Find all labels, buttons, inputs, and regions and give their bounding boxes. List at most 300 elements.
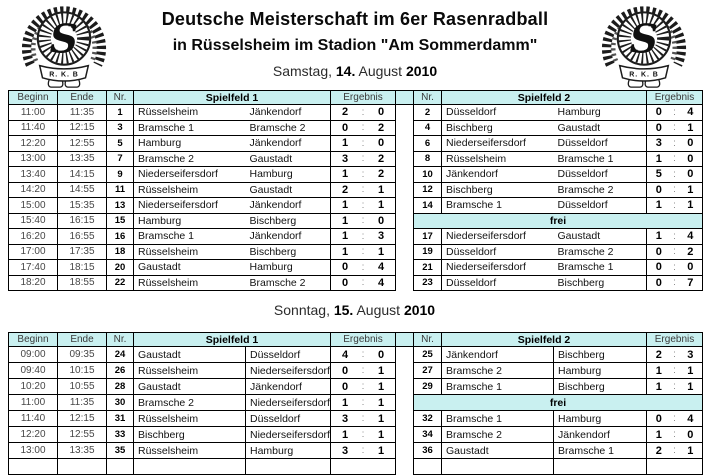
score-home: 1: [341, 199, 349, 212]
col-header-ende: Ende: [58, 333, 107, 347]
home-team-cell: Bramsche 1: [442, 198, 554, 214]
end-time-cell: 18:15: [58, 260, 107, 276]
date-heading-sunday: [0, 302, 709, 318]
away-team-cell: Düsseldorf: [554, 167, 647, 183]
begin-time-cell: 14:20: [9, 182, 58, 198]
score-value: [647, 184, 702, 196]
match-row: [9, 363, 703, 379]
away-team-cell: Bischberg: [246, 244, 331, 260]
score-colon: :: [361, 199, 365, 211]
score-value: [331, 429, 395, 441]
score-home: 0: [655, 261, 662, 274]
score-cell: [331, 105, 396, 121]
match-number-cell: 15: [107, 213, 134, 229]
score-value: [331, 365, 395, 377]
away-team-cell: Gaustadt: [554, 229, 647, 245]
frei-cell: frei: [414, 395, 703, 411]
score-colon: :: [361, 137, 365, 149]
score-value: [647, 429, 702, 441]
date-year: 2010: [405, 63, 438, 79]
score-away: 0: [687, 168, 694, 181]
separator-cell: [396, 411, 414, 427]
end-time-cell: 11:35: [58, 395, 107, 411]
match-row: [9, 105, 703, 121]
score-cell: [647, 379, 703, 395]
score-home: 0: [655, 183, 662, 196]
score-cell: [647, 427, 703, 443]
score-value: [331, 461, 395, 472]
separator-cell: [396, 459, 414, 475]
col-header-spielfeld-1: Spielfeld 1: [134, 91, 331, 105]
score-away: 0: [687, 428, 694, 441]
score-value: [331, 381, 395, 393]
match-number-cell: 1: [107, 105, 134, 121]
home-team-cell: Niederseifersdorf: [134, 167, 246, 183]
score-cell: [647, 136, 703, 152]
score-colon: :: [361, 365, 365, 376]
score-value: [647, 413, 702, 425]
end-time-cell: 11:35: [58, 105, 107, 121]
date-prefix: Samstag,: [272, 63, 332, 79]
home-team-cell: Bramsche 2: [442, 427, 554, 443]
away-team-cell: Düsseldorf: [246, 411, 331, 427]
away-team-cell: Bramsche 2: [554, 244, 647, 260]
score-cell: [331, 229, 396, 245]
score-away: 7: [687, 276, 694, 289]
begin-time-cell: 09:00: [9, 347, 58, 363]
score-colon: :: [361, 429, 365, 440]
score-value: [647, 261, 702, 273]
score-home: 0: [341, 261, 349, 274]
score-value: [647, 461, 702, 472]
separator-cell: [396, 105, 414, 121]
separator-cell: [396, 395, 414, 411]
score-cell: [331, 411, 396, 427]
header-separator-cell: [396, 333, 414, 347]
end-time-cell: 13:35: [58, 151, 107, 167]
end-time-cell: 09:35: [58, 347, 107, 363]
table-header-row: [9, 91, 703, 105]
table-header-row: [9, 333, 703, 347]
score-away: 4: [687, 230, 694, 243]
end-time-cell: [58, 459, 107, 475]
begin-time-cell: 11:00: [9, 105, 58, 121]
end-time-cell: 16:15: [58, 213, 107, 229]
date-month: August: [356, 302, 401, 318]
away-team-cell: Hamburg: [246, 167, 331, 183]
score-cell: [647, 198, 703, 214]
end-time-cell: 12:15: [58, 411, 107, 427]
home-team-cell: Gaustadt: [134, 347, 246, 363]
col-header-nr-2: Nr.: [414, 91, 442, 105]
score-colon: :: [673, 365, 676, 376]
score-away: 0: [687, 137, 694, 150]
score-home: 1: [655, 364, 662, 377]
score-colon: :: [673, 168, 676, 180]
club-emblem-right-icon: [592, 3, 696, 89]
score-colon: :: [361, 122, 365, 134]
score-colon: :: [673, 153, 676, 165]
score-colon: :: [361, 230, 365, 242]
score-away: 4: [377, 261, 385, 274]
home-team-cell: Rüsselsheim: [134, 411, 246, 427]
score-away: 4: [377, 276, 385, 289]
home-team-cell: Niederseifersdorf: [442, 229, 554, 245]
away-team-cell: Jänkendorf: [246, 136, 331, 152]
away-team-cell: Jänkendorf: [246, 379, 331, 395]
score-home: 0: [655, 245, 662, 258]
match-number-cell: 31: [107, 411, 134, 427]
separator-cell: [396, 363, 414, 379]
score-cell: [647, 167, 703, 183]
score-home: 1: [341, 396, 349, 409]
score-colon: :: [361, 168, 365, 180]
score-value: [647, 230, 702, 242]
score-away: 0: [687, 261, 694, 274]
home-team-cell: Düsseldorf: [442, 275, 554, 291]
home-team-cell: Jänkendorf: [442, 167, 554, 183]
score-home: 2: [655, 348, 662, 361]
score-home: 2: [655, 444, 662, 457]
score-colon: :: [361, 413, 365, 424]
score-cell: [331, 167, 396, 183]
match-number-cell: 11: [107, 182, 134, 198]
match-number-cell: 14: [414, 198, 442, 214]
home-team-cell: Rüsselsheim: [134, 105, 246, 121]
end-time-cell: 12:15: [58, 120, 107, 136]
begin-time-cell: 13:00: [9, 151, 58, 167]
match-number-cell: 33: [107, 427, 134, 443]
home-team-cell: [134, 459, 246, 475]
date-year: 2010: [403, 302, 436, 318]
home-team-cell: Bramsche 1: [134, 229, 246, 245]
match-number-cell: 28: [107, 379, 134, 395]
score-value: [647, 365, 702, 377]
away-team-cell: Gaustadt: [246, 151, 331, 167]
sunday-schedule-table: [8, 332, 703, 475]
score-colon: :: [361, 106, 365, 118]
home-team-cell: Niederseifersdorf: [442, 260, 554, 276]
separator-cell: [396, 443, 414, 459]
match-number-cell: 25: [414, 347, 442, 363]
away-team-cell: Niederseifersdorf: [246, 363, 331, 379]
separator-cell: [396, 198, 414, 214]
score-colon: :: [673, 230, 676, 242]
score-value: [647, 445, 702, 457]
score-away: 2: [377, 168, 385, 181]
away-team-cell: Niederseifersdorf: [246, 427, 331, 443]
home-team-cell: Bramsche 1: [134, 120, 246, 136]
score-colon: :: [361, 349, 365, 360]
score-value: [331, 168, 395, 180]
score-cell: [331, 136, 396, 152]
score-colon: :: [673, 413, 676, 424]
header-separator-cell: [396, 91, 414, 105]
separator-cell: [396, 347, 414, 363]
separator-cell: [396, 427, 414, 443]
score-home: 1: [655, 380, 662, 393]
score-value: [331, 199, 395, 211]
match-row: [9, 198, 703, 214]
score-colon: :: [673, 106, 676, 118]
score-value: [331, 137, 395, 149]
score-cell: [647, 151, 703, 167]
match-number-cell: 23: [414, 275, 442, 291]
home-team-cell: Bramsche 2: [442, 363, 554, 379]
score-away: 2: [377, 121, 385, 134]
score-away: 0: [377, 137, 385, 150]
score-value: [647, 106, 702, 118]
away-team-cell: Hamburg: [554, 411, 647, 427]
match-number-cell: 30: [107, 395, 134, 411]
score-away: 1: [377, 396, 385, 409]
home-team-cell: Bramsche 2: [134, 395, 246, 411]
score-away: 1: [687, 199, 694, 212]
score-cell: [331, 182, 396, 198]
score-cell: [647, 363, 703, 379]
begin-time-cell: 10:20: [9, 379, 58, 395]
match-number-cell: 2: [414, 105, 442, 121]
score-home: 1: [341, 214, 349, 227]
score-home: 1: [655, 199, 662, 212]
score-colon: :: [361, 246, 365, 258]
separator-cell: [396, 260, 414, 276]
score-value: [331, 230, 395, 242]
score-colon: :: [673, 184, 676, 196]
score-cell: [331, 275, 396, 291]
away-team-cell: Bischberg: [554, 347, 647, 363]
begin-time-cell: 16:20: [9, 229, 58, 245]
away-team-cell: Bramsche 2: [554, 182, 647, 198]
score-home: 0: [655, 276, 662, 289]
match-row: [9, 347, 703, 363]
home-team-cell: Bischberg: [442, 120, 554, 136]
score-value: [331, 153, 395, 165]
score-cell: [331, 198, 396, 214]
match-row: [9, 275, 703, 291]
match-number-cell: 10: [414, 167, 442, 183]
score-value: [647, 137, 702, 149]
col-header-spielfeld-2: Spielfeld 2: [442, 91, 647, 105]
away-team-cell: Gaustadt: [246, 182, 331, 198]
score-colon: :: [361, 215, 365, 227]
score-colon: :: [673, 445, 676, 456]
score-away: 1: [377, 380, 385, 393]
begin-time-cell: 13:00: [9, 443, 58, 459]
score-colon: :: [361, 381, 365, 392]
match-row: [9, 411, 703, 427]
home-team-cell: Gaustadt: [134, 260, 246, 276]
col-header-nr: Nr.: [107, 91, 134, 105]
score-home: 3: [341, 444, 349, 457]
score-value: [331, 215, 395, 227]
match-row: [9, 395, 703, 411]
score-value: [647, 277, 702, 289]
score-cell: [331, 427, 396, 443]
score-away: 0: [377, 106, 385, 119]
date-day: 15.: [333, 302, 354, 318]
score-colon: :: [361, 445, 365, 456]
away-team-cell: [554, 459, 647, 475]
score-colon: :: [673, 122, 676, 134]
away-team-cell: Bramsche 1: [554, 260, 647, 276]
score-value: [647, 199, 702, 211]
match-number-cell: 5: [107, 136, 134, 152]
away-team-cell: Bischberg: [554, 275, 647, 291]
score-cell: [647, 275, 703, 291]
away-team-cell: Hamburg: [246, 443, 331, 459]
match-row: [9, 167, 703, 183]
score-value: [331, 277, 395, 289]
separator-cell: [396, 379, 414, 395]
score-home: 1: [341, 428, 349, 441]
score-cell: [331, 244, 396, 260]
score-away: 1: [687, 121, 694, 134]
begin-time-cell: 11:40: [9, 120, 58, 136]
home-team-cell: Niederseifersdorf: [442, 136, 554, 152]
score-away: 1: [687, 380, 694, 393]
score-home: 1: [341, 168, 349, 181]
separator-cell: [396, 275, 414, 291]
separator-cell: [396, 167, 414, 183]
score-cell: [331, 395, 396, 411]
home-team-cell: Rüsselsheim: [134, 182, 246, 198]
away-team-cell: Bischberg: [246, 213, 331, 229]
match-number-cell: 18: [107, 244, 134, 260]
score-cell: [331, 459, 396, 475]
score-home: 5: [655, 168, 662, 181]
end-time-cell: 14:55: [58, 182, 107, 198]
score-home: 3: [655, 137, 662, 150]
match-number-cell: 26: [107, 363, 134, 379]
score-cell: [331, 260, 396, 276]
club-emblem-left-icon: [12, 3, 116, 89]
score-home: 0: [341, 364, 349, 377]
home-team-cell: Rüsselsheim: [134, 275, 246, 291]
score-value: [331, 184, 395, 196]
match-row: [9, 182, 703, 198]
page-title: Deutsche Meisterschaft im 6er Rasenradball: [161, 9, 549, 29]
away-team-cell: Hamburg: [554, 363, 647, 379]
score-colon: :: [673, 137, 676, 149]
score-cell: [331, 443, 396, 459]
score-away: 1: [687, 444, 694, 457]
score-cell: [331, 151, 396, 167]
score-cell: [331, 347, 396, 363]
score-home: 3: [341, 152, 349, 165]
match-number-cell: 12: [414, 182, 442, 198]
home-team-cell: Gaustadt: [134, 379, 246, 395]
score-away: 0: [687, 152, 694, 165]
page-subtitle: in Rüsselsheim im Stadion "Am Sommerdamm": [172, 37, 538, 54]
away-team-cell: Gaustadt: [554, 120, 647, 136]
match-row: [9, 443, 703, 459]
col-header-ergebnis: Ergebnis: [331, 333, 396, 347]
score-home: 0: [341, 276, 349, 289]
col-header-nr-2: Nr.: [414, 333, 442, 347]
score-away: 4: [687, 106, 694, 119]
match-row: [9, 260, 703, 276]
col-header-nr: Nr.: [107, 333, 134, 347]
away-team-cell: Bramsche 1: [554, 151, 647, 167]
score-value: [331, 445, 395, 457]
match-row: [9, 427, 703, 443]
score-away: 1: [377, 412, 385, 425]
away-team-cell: Hamburg: [554, 105, 647, 121]
score-value: [331, 122, 395, 134]
begin-time-cell: 18:20: [9, 275, 58, 291]
end-time-cell: 15:35: [58, 198, 107, 214]
score-home: 1: [341, 230, 349, 243]
match-row: [9, 244, 703, 260]
match-row: [9, 379, 703, 395]
score-cell: [647, 260, 703, 276]
home-team-cell: Rüsselsheim: [134, 244, 246, 260]
score-colon: :: [673, 261, 676, 273]
score-away: 0: [377, 348, 385, 361]
score-home: 4: [341, 348, 349, 361]
match-number-cell: 4: [414, 120, 442, 136]
separator-cell: [396, 182, 414, 198]
home-team-cell: Bischberg: [442, 182, 554, 198]
score-colon: :: [361, 397, 365, 408]
score-away: 1: [377, 183, 385, 196]
begin-time-cell: 12:20: [9, 427, 58, 443]
score-away: 4: [687, 412, 694, 425]
match-number-cell: 27: [414, 363, 442, 379]
score-colon: :: [673, 246, 676, 258]
score-colon: :: [361, 184, 365, 196]
match-number-cell: 17: [414, 229, 442, 245]
score-value: [647, 246, 702, 258]
separator-cell: [396, 151, 414, 167]
away-team-cell: Bischberg: [554, 379, 647, 395]
score-cell: [647, 459, 703, 475]
begin-time-cell: 11:40: [9, 411, 58, 427]
date-month: August: [358, 63, 403, 79]
begin-time-cell: 15:40: [9, 213, 58, 229]
home-team-cell: Rüsselsheim: [134, 363, 246, 379]
home-team-cell: Rüsselsheim: [134, 443, 246, 459]
score-home: 3: [341, 412, 349, 425]
separator-cell: [396, 213, 414, 229]
away-team-cell: Niederseifersdorf: [246, 395, 331, 411]
home-team-cell: Bramsche 1: [442, 411, 554, 427]
away-team-cell: [246, 459, 331, 475]
score-colon: :: [673, 277, 676, 289]
score-home: 0: [655, 121, 662, 134]
score-home: 1: [341, 137, 349, 150]
score-away: 1: [377, 428, 385, 441]
score-home: 1: [341, 245, 349, 258]
score-away: 2: [377, 152, 385, 165]
score-home: 2: [341, 183, 349, 196]
match-number-cell: 24: [107, 347, 134, 363]
begin-time-cell: 13:40: [9, 167, 58, 183]
match-number-cell: 21: [414, 260, 442, 276]
begin-time-cell: 12:20: [9, 136, 58, 152]
score-colon: :: [673, 349, 676, 360]
score-away: 1: [377, 364, 385, 377]
score-cell: [647, 244, 703, 260]
separator-cell: [396, 229, 414, 245]
match-number-cell: 13: [107, 198, 134, 214]
score-colon: :: [673, 429, 676, 440]
score-away: 1: [377, 245, 385, 258]
score-away: 3: [687, 348, 694, 361]
home-team-cell: Düsseldorf: [442, 105, 554, 121]
away-team-cell: Jänkendorf: [246, 198, 331, 214]
